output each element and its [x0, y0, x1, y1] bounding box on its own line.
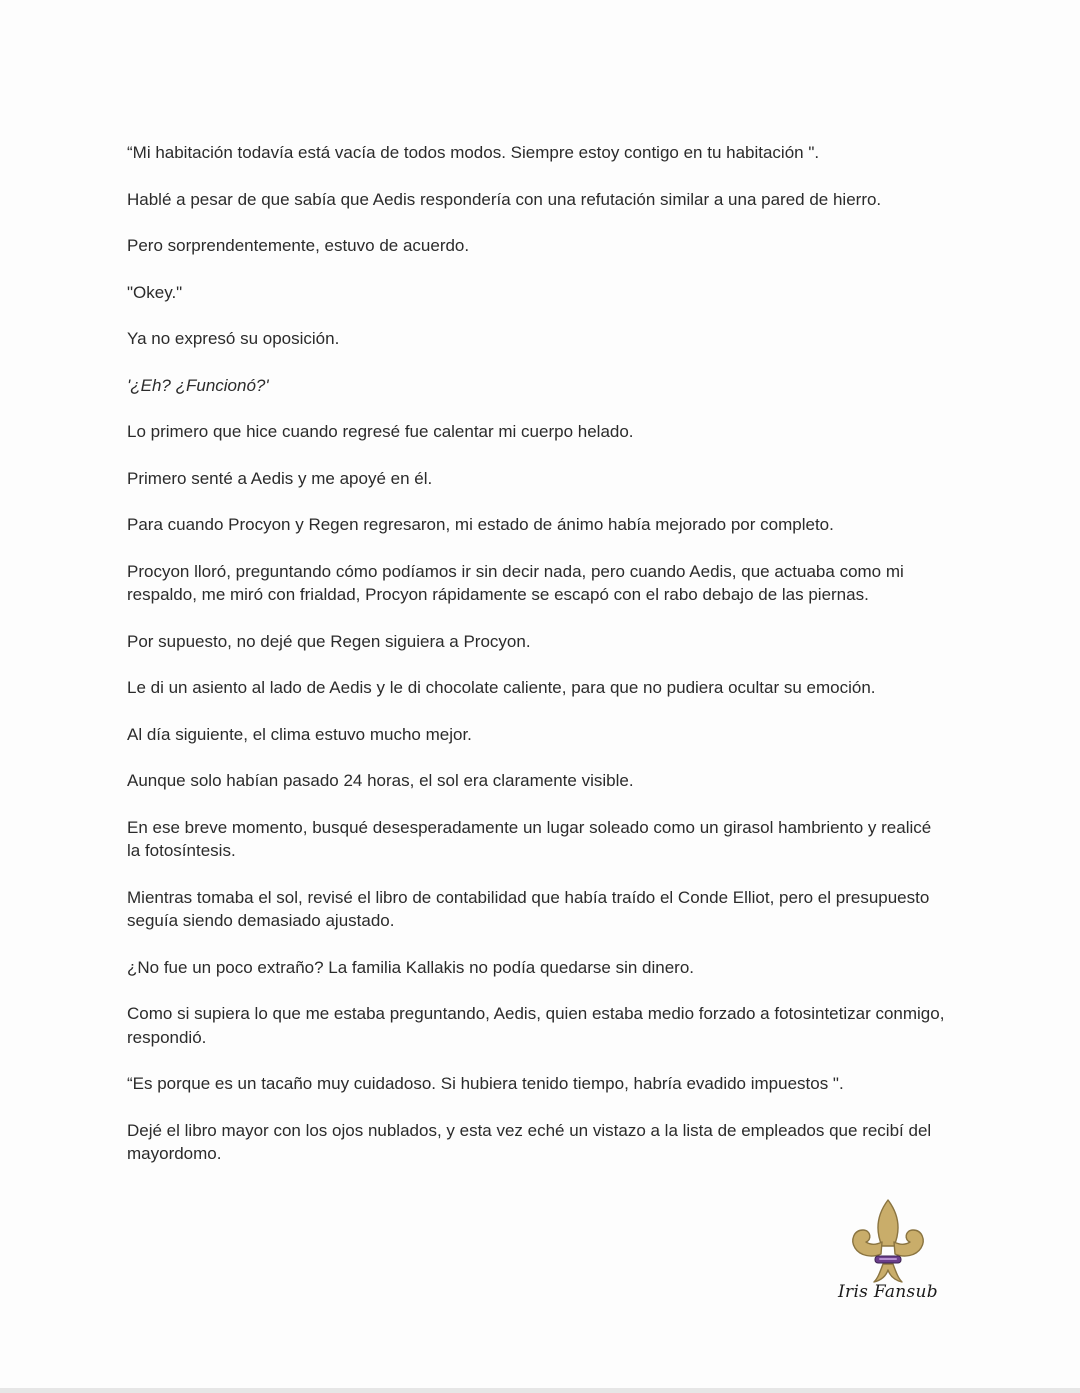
paragraph: Pero sorprendentemente, estuvo de acuerdo. — [127, 236, 470, 255]
paragraph: Por supuesto, no dejé que Regen siguiera a Procyon. — [127, 631, 531, 651]
paragraph: Hablé a pesar de que sabía que Aedis respondería con una refutación similar a una pared de hierro. — [127, 189, 882, 209]
paragraph: Ya no expresó su oposición. — [127, 329, 340, 348]
paragraph: Procyon lloró, preguntando cómo podíamos ir sin decir nada, pero cuando Aedis, que actuaba como mi respaldo, me miró con frialdad, Procyon rápidamente se escapó con el rabo debajo de las piernas. — [127, 561, 904, 604]
document-body — [127, 141, 947, 1189]
paragraph: Dejé el libro mayor con los ojos nublados, y esta vez eché un vistazo a la lista de empleados que recibí del mayordomo. — [127, 1120, 932, 1163]
paragraph: Le di un asiento al lado de Aedis y le di chocolate caliente, para que no pudiera ocultar su emoción. — [127, 678, 876, 697]
paragraph: Como si supiera lo que me estaba preguntando, Aedis, quien estaba medio forzado a fotosintetizar conmigo, respondió. — [127, 1004, 945, 1047]
watermark-text: Iris Fansub — [838, 1282, 938, 1302]
watermark-logo — [838, 1198, 938, 1310]
paragraph: Lo primero que hice cuando regresé fue calentar mi cuerpo helado. — [127, 422, 634, 441]
paragraph: ¿No fue un poco extraño? La familia Kallakis no podía quedarse sin dinero. — [127, 957, 695, 977]
paragraph: Aunque solo habían pasado 24 horas, el sol era claramente visible. — [127, 771, 634, 790]
paragraph: Mientras tomaba el sol, revisé el libro de contabilidad que había traído el Conde Elliot, pero el presupuesto seguía siendo demasiado ajustado. — [127, 887, 930, 930]
paragraph: Al día siguiente, el clima estuvo mucho mejor. — [127, 724, 472, 744]
paragraph: “Es porque es un tacaño muy cuidadoso. Si hubiera tenido tiempo, habría evadido impuestos ". — [127, 1074, 844, 1093]
page-bottom-edge — [0, 1388, 1080, 1393]
paragraph: “Mi habitación todavía está vacía de todos modos. Siempre estoy contigo en tu habitación ". — [127, 143, 820, 162]
paragraph: "Okey." — [127, 282, 183, 302]
paragraph: En ese breve momento, busqué desesperadamente un lugar soleado como un girasol hambriento y realicé la fotosíntesis. — [127, 817, 932, 860]
paragraph: '¿Eh? ¿Funcionó?' — [127, 375, 269, 395]
paragraph: Primero senté a Aedis y me apoyé en él. — [127, 468, 433, 488]
fleur-de-lis-icon — [846, 1198, 930, 1284]
paragraph: Para cuando Procyon y Regen regresaron, mi estado de ánimo había mejorado por completo. — [127, 515, 834, 534]
